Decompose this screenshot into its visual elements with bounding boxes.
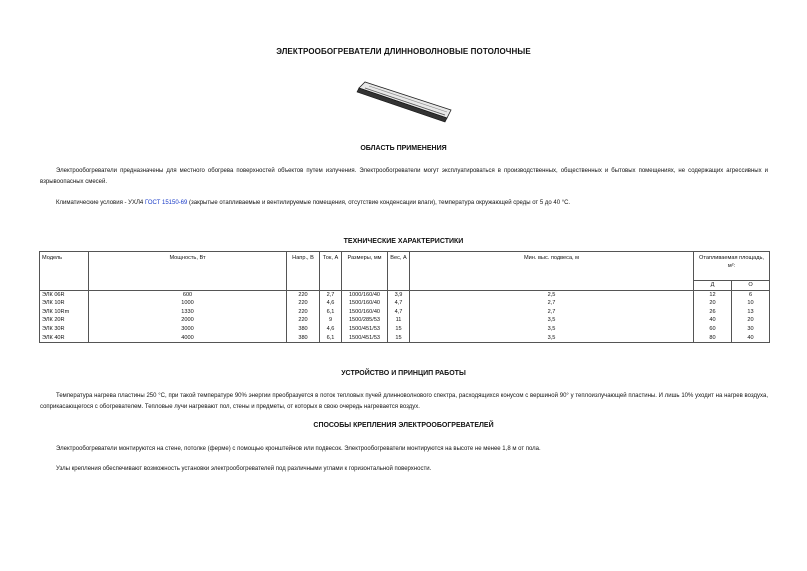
section-heading-application: ОБЛАСТЬ ПРИМЕНЕНИЯ [360, 145, 447, 152]
cell-weight: 3,9 [388, 290, 410, 299]
col-header-height: Мин. выс. подвеса, м [410, 252, 694, 291]
cell-d: 60 [694, 325, 732, 334]
section-heading-mounting: СПОСОБЫ КРЕПЛЕНИЯ ЭЛЕКТРООБОГРЕВАТЕЛЕЙ [313, 422, 494, 429]
col-header-area: Отапливаемая площадь, м²: [694, 252, 770, 281]
col-header-model: Модель [40, 252, 89, 291]
cell-o: 6 [732, 290, 770, 299]
table-row [40, 308, 770, 317]
cell-voltage: 220 [287, 308, 320, 317]
cell-height: 3,5 [410, 325, 694, 334]
spec-table-body [40, 290, 770, 343]
col-header-area-d: Д [694, 281, 732, 291]
cell-current: 2,7 [320, 290, 342, 299]
gost-link[interactable]: ГОСТ 15150-69 [144, 200, 188, 206]
cell-o: 30 [732, 325, 770, 334]
cell-dims: 1500/285/53 [342, 316, 388, 325]
cell-current: 6,1 [320, 308, 342, 317]
cell-voltage: 220 [287, 290, 320, 299]
col-header-voltage: Напр., В [287, 252, 320, 291]
operation-paragraph-1: Температура нагрева пластины 250 °С, при такой температуре 90% энергии преобразуется в поток тепловых пучей длинноволнового спектра, расходящихся конусом с вершиной 90° у теплоизлучающей пластины. И лишь 10% уходит на нагрев воздуха, соприкасающегося с обогревателем. Тепловые лучи нагревают пол, стены и предметы, от которых в свою очередь нагревается воздух. [40, 393, 768, 410]
table-row [40, 316, 770, 325]
mounting-paragraph-1: Электрообогреватели монтируются на стене, потолке (ферме) с помощью кронштейнов или подвесок. Электрообогреватели монтируются на высоте не менее 1,8 м от пола. [56, 446, 541, 452]
cell-dims: 1500/451/53 [342, 334, 388, 343]
cell-voltage: 220 [287, 299, 320, 308]
cell-d: 26 [694, 308, 732, 317]
cell-d: 80 [694, 334, 732, 343]
col-header-area-o: О [732, 281, 770, 291]
mounting-paragraph-2: Узлы крепления обеспечивают возможность установки электрообогревателей под различными углами к горизонтальной поверхности. [56, 466, 432, 472]
cell-voltage: 220 [287, 316, 320, 325]
cell-o: 13 [732, 308, 770, 317]
cell-power: 4000 [89, 334, 287, 343]
col-header-dims: Размеры, мм [342, 252, 388, 291]
cell-model: ЭЛК 10R [40, 299, 89, 308]
table-row [40, 334, 770, 343]
cell-model: ЭЛК 30R [40, 325, 89, 334]
cell-current: 4,6 [320, 299, 342, 308]
cell-height: 2,7 [410, 308, 694, 317]
cell-current: 9 [320, 316, 342, 325]
cell-voltage: 380 [287, 325, 320, 334]
cell-dims: 1500/160/40 [342, 308, 388, 317]
climate-text-rest: (закрытые отапливаемые и вентилируемые помещения, отсутствие конденсации влаги), температура окружающей среды от 5 до 40 °С. [187, 200, 571, 206]
cell-dims: 1000/160/40 [342, 290, 388, 299]
col-header-current: Ток, А [320, 252, 342, 291]
cell-power: 600 [89, 290, 287, 299]
cell-power: 1000 [89, 299, 287, 308]
cell-weight: 15 [388, 325, 410, 334]
cell-model: ЭЛК 06R [40, 290, 89, 299]
climate-text: Климатические условия - УХЛ4 [56, 200, 145, 206]
cell-o: 10 [732, 299, 770, 308]
page-title: ЭЛЕКТРООБОГРЕВАТЕЛИ ДЛИННОВОЛНОВЫЕ ПОТОЛОЧНЫЕ [276, 47, 531, 56]
heater-illustration [355, 80, 455, 124]
cell-current: 4,6 [320, 325, 342, 334]
cell-model: ЭЛК 10Rm [40, 308, 89, 317]
table-row [40, 325, 770, 334]
cell-height: 2,7 [410, 299, 694, 308]
cell-current: 6,1 [320, 334, 342, 343]
application-paragraph-1: Электрообогреватели предназначены для местного обогрева поверхностей объектов путем излучения. Электрообогреватели могут эксплуатироваться в производственных, общественных и бытовых помещениях, не содержащих агрессивных и взрывоопасных смесей. [40, 168, 768, 185]
table-row [40, 299, 770, 308]
col-header-weight: Вес, А [388, 252, 410, 291]
cell-height: 2,5 [410, 290, 694, 299]
cell-dims: 1500/451/53 [342, 325, 388, 334]
cell-weight: 11 [388, 316, 410, 325]
cell-power: 1330 [89, 308, 287, 317]
cell-power: 2000 [89, 316, 287, 325]
section-heading-specs: ТЕХНИЧЕСКИЕ ХАРАКТЕРИСТИКИ [343, 238, 464, 245]
cell-d: 40 [694, 316, 732, 325]
section-heading-operation: УСТРОЙСТВО И ПРИНЦИП РАБОТЫ [341, 370, 466, 377]
cell-dims: 1500/160/40 [342, 299, 388, 308]
cell-o: 20 [732, 316, 770, 325]
cell-d: 12 [694, 290, 732, 299]
cell-voltage: 380 [287, 334, 320, 343]
application-paragraph-2 [40, 198, 768, 209]
cell-weight: 4,7 [388, 299, 410, 308]
cell-height: 3,5 [410, 334, 694, 343]
cell-weight: 15 [388, 334, 410, 343]
spec-table [39, 251, 770, 343]
cell-weight: 4,7 [388, 308, 410, 317]
col-header-power: Мощность, Вт [89, 252, 287, 291]
cell-model: ЭЛК 40R [40, 334, 89, 343]
cell-o: 40 [732, 334, 770, 343]
cell-model: ЭЛК 20R [40, 316, 89, 325]
table-row [40, 290, 770, 299]
cell-height: 3,5 [410, 316, 694, 325]
cell-power: 3000 [89, 325, 287, 334]
cell-d: 20 [694, 299, 732, 308]
